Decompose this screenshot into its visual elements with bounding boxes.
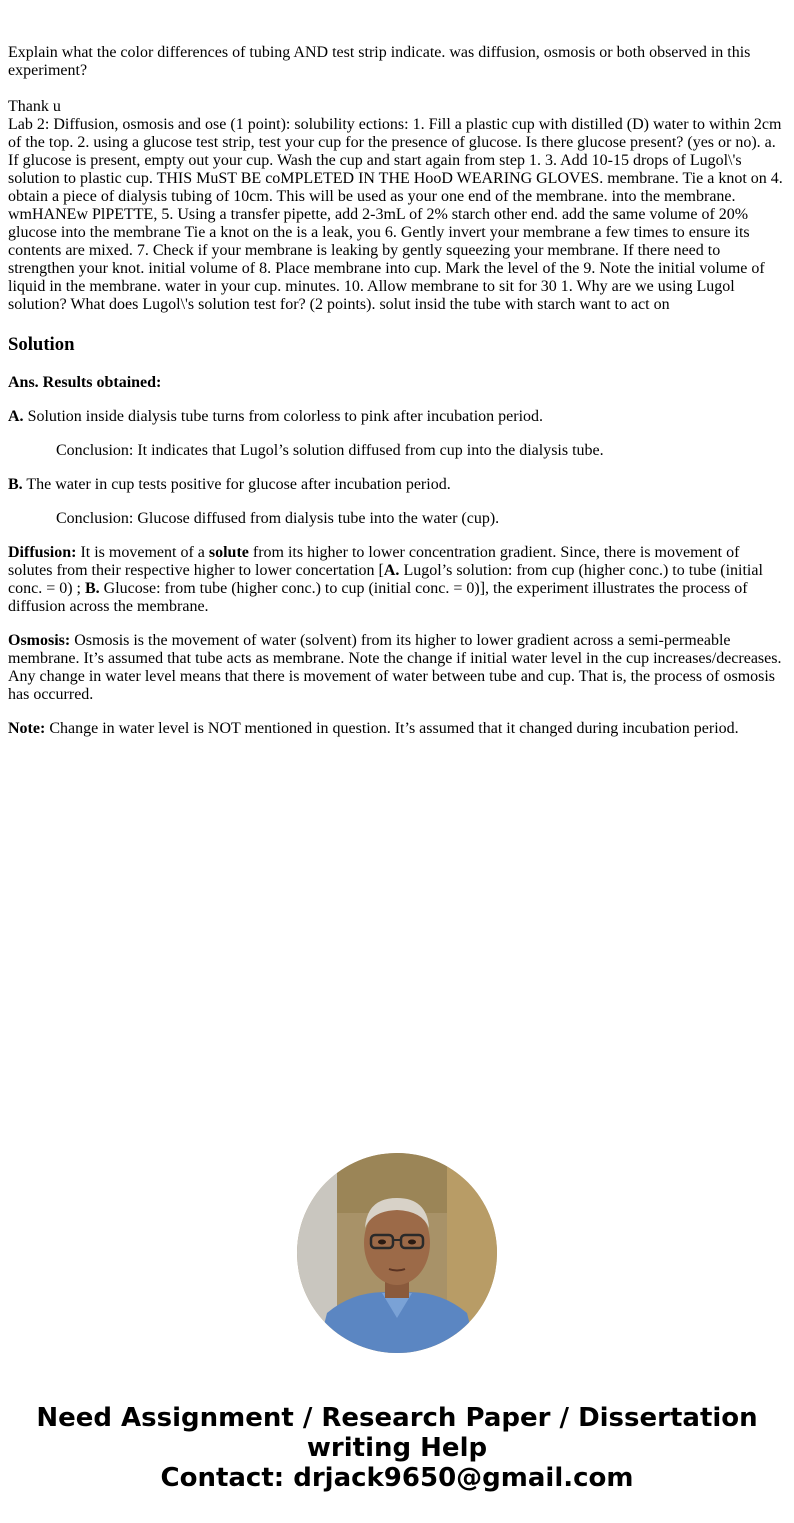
promo-line-help: Need Assignment / Research Paper / Dissertation writing Help <box>36 1403 758 1463</box>
promo-banner <box>0 1403 794 1493</box>
results-heading: Ans. Results obtained: <box>8 374 162 391</box>
author-portrait <box>297 1153 497 1353</box>
solution-heading: Solution <box>8 334 75 355</box>
result-b-conclusion: Conclusion: Glucose diffused from dialysis tube into the water (cup). <box>56 510 500 527</box>
lab-instructions: Lab 2: Diffusion, osmosis and ose (1 point): solubility ections: 1. Fill a plastic cup with distilled (D) water to within 2cm of the top. 2. using a glucose test strip, test your cup for the presence of glucose. Is there glucose present? (yes or no). a. If glucose is present, empty out your cup. Wash the cup and start again from step 1. 3. Add 10-15 drops of Lugol\'s solution to plastic cup. THIS MuST BE coMPLETED IN THE HooD WEARING GLOVES. membrane. Tie a knot on 4. obtain a piece of dialysis tubing of 10cm. This will be used as your one end of the membrane. into the membrane. wmHANEw PlPETTE, 5. Using a transfer pipette, add 2-3mL of 2% starch other end. add the same volume of 20% glucose into the membrane Tie a knot on the is a leak, you 6. Gently invert your membrane a few times to ensure its contents are mixed. 7. Check if your membrane is leaking by gently squeezing your membrane. If there need to strengthen your knot. initial volume of 8. Place membrane into cup. Mark the level of the 9. Note the initial volume of liquid in the membrane. water in your cup. minutes. 10. Allow membrane to sit for 30 1. Why are we using Lugol solution? What does Lugol\'s solution test for? (2 points). solut insid the tube with starch want to act on <box>8 116 783 313</box>
promo-line-contact: Contact: drjack9650@gmail.com <box>160 1463 634 1493</box>
result-b: B. The water in cup tests positive for glucose after incubation period. <box>8 476 451 493</box>
diffusion-paragraph: Diffusion: It is movement of a solute from its higher to lower concentration gradient. Since, there is movement of solutes from their respective higher to lower concertation [A. Lugol’s solution: from cup (higher conc.) to tube (initial conc. = 0) ; B. Glucose: from tube (higher conc.) to cup (initial conc. = 0)], the experiment illustrates the process of diffusion across the membrane. <box>8 544 763 615</box>
note-paragraph: Note: Change in water level is NOT mentioned in question. It’s assumed that it changed during incubation period. <box>8 720 739 737</box>
author-avatar <box>297 1153 497 1353</box>
result-a-conclusion: Conclusion: It indicates that Lugol’s solution diffused from cup into the dialysis tube. <box>56 442 604 459</box>
question-prompt: Explain what the color differences of tubing AND test strip indicate. was diffusion, osmosis or both observed in this experiment? <box>8 44 751 79</box>
question-thanks: Thank u <box>8 98 61 115</box>
osmosis-paragraph: Osmosis: Osmosis is the movement of water (solvent) from its higher to lower gradient across a semi-permeable membrane. It’s assumed that tube acts as membrane. Note the change if initial water level in the cup increases/decreases. Any change in water level means that there is movement of water between tube and cup. That is, the process of osmosis has occurred. <box>8 632 782 703</box>
result-a: A. Solution inside dialysis tube turns from colorless to pink after incubation period. <box>8 408 544 425</box>
document-content <box>8 44 786 754</box>
